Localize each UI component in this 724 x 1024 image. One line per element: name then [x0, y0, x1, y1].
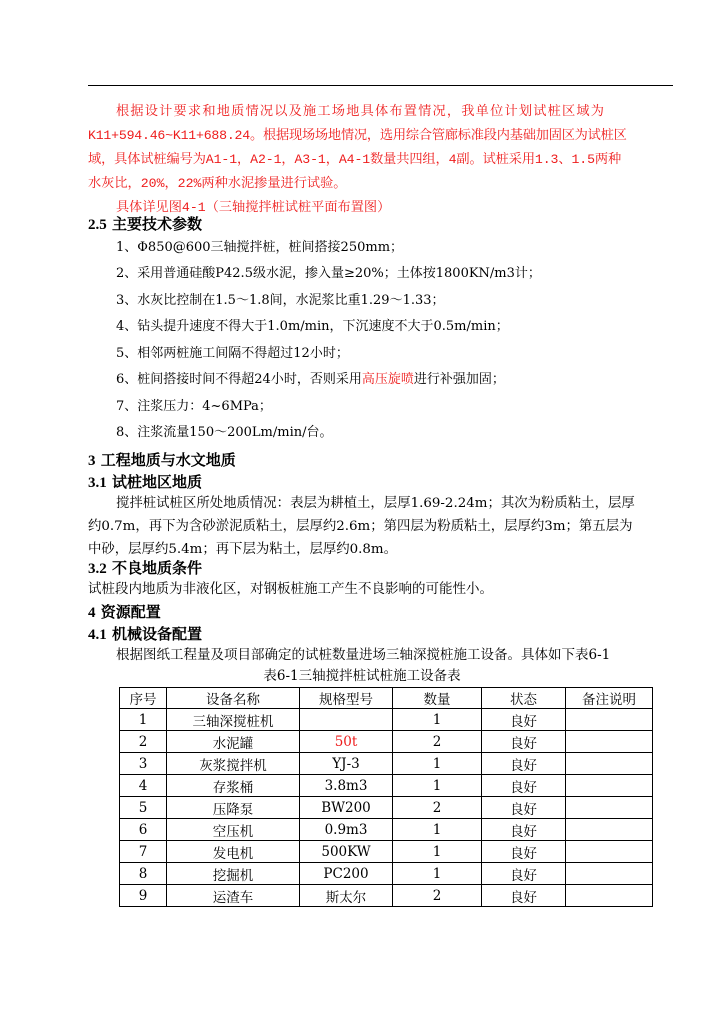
- geology-line-1: 搅拌桩试桩区所处地质情况：表层为耕植土，层厚1.69-2.24m；其次为粉质粘土，层厚: [116, 496, 635, 511]
- table-row: [120, 863, 653, 885]
- param-item-6-text: 6、桩间搭接时间不得超24小时，否则采用: [116, 372, 362, 387]
- table-row: [120, 731, 653, 753]
- table-row: [120, 819, 653, 841]
- cell-remarks: [566, 731, 653, 753]
- cell-index: 2: [120, 731, 167, 753]
- header-rule: [88, 85, 673, 86]
- section-3-title: 工程地质与水文地质: [100, 451, 236, 469]
- table-row: [120, 775, 653, 797]
- section-2-5-number: 2.5: [88, 217, 107, 233]
- param-item-8: 8、注浆流量150～200Lm/min/台。: [116, 425, 333, 440]
- cell-quantity: 2: [393, 797, 482, 819]
- table-caption: 表6-1三轴搅拌桩试桩施工设备表: [263, 668, 461, 684]
- cell-index: 6: [120, 819, 167, 841]
- table-header-row: [120, 688, 653, 709]
- section-3-2-heading: [88, 557, 202, 580]
- cell-remarks: [566, 709, 653, 731]
- cell-status: 良好: [482, 819, 566, 841]
- cell-remarks: [566, 775, 653, 797]
- bad-geology-text: 试桩段内地质为非液化区，对钢板桩施工产生不良影响的可能性小。: [88, 581, 493, 597]
- intro-line-1: 根据设计要求和地质情况以及施工场地具体布置情况，我单位计划试桩区域为: [116, 104, 606, 119]
- cell-name: 水泥罐: [167, 731, 300, 753]
- table-row: [120, 885, 653, 907]
- cell-model: PC200: [300, 863, 393, 885]
- cell-index: 1: [120, 709, 167, 731]
- cell-name: 三轴深搅桩机: [167, 709, 300, 731]
- cell-status: 良好: [482, 731, 566, 753]
- cell-model: 3.8m3: [300, 775, 393, 797]
- cell-model: [300, 709, 393, 731]
- cell-status: 良好: [482, 885, 566, 907]
- param-item-5: 5、相邻两桩施工间隔不得超过12小时；: [116, 346, 349, 361]
- cell-index: 5: [120, 797, 167, 819]
- section-3-1-title: 试桩地区地质: [111, 473, 202, 491]
- table-row: [120, 841, 653, 863]
- cell-remarks: [566, 819, 653, 841]
- table-row: [120, 753, 653, 775]
- header-cell-name: 设备名称: [167, 688, 300, 709]
- header-cell-remarks: 备注说明: [566, 688, 653, 709]
- section-2-5-title: 主要技术参数: [111, 215, 202, 233]
- section-4-1-title: 机械设备配置: [111, 625, 202, 643]
- cell-model: YJ-3: [300, 753, 393, 775]
- cell-index: 9: [120, 885, 167, 907]
- cell-name: 运渣车: [167, 885, 300, 907]
- header-cell-model: 规格型号: [300, 688, 393, 709]
- cell-quantity: 2: [393, 731, 482, 753]
- cell-quantity: 2: [393, 885, 482, 907]
- intro-line-3: 域，具体试桩编号为A1-1，A2-1，A3-1，A4-1数量共四组，4副。试桩采用1.3、1.5两种: [88, 152, 622, 167]
- equipment-table: [119, 687, 653, 907]
- cell-remarks: [566, 885, 653, 907]
- cell-quantity: 1: [393, 841, 482, 863]
- table-row: [120, 797, 653, 819]
- section-3-2-title: 不良地质条件: [111, 559, 202, 577]
- param-item-7: 7、注浆压力：4~6MPa；: [116, 399, 272, 414]
- cell-quantity: 1: [393, 709, 482, 731]
- cell-name: 存浆桶: [167, 775, 300, 797]
- cell-model: 500KW: [300, 841, 393, 863]
- table-row: [120, 709, 653, 731]
- geology-paragraph: [88, 492, 674, 561]
- intro-line-2: K11+594.46~K11+688.24。根据现场场地情况，选用综合管廊标准段内基础加固区为试桩区: [88, 128, 627, 143]
- cell-status: 良好: [482, 775, 566, 797]
- section-3-1-heading: [88, 471, 202, 494]
- cell-index: 7: [120, 841, 167, 863]
- param-item-6: [116, 370, 505, 390]
- cell-name: 空压机: [167, 819, 300, 841]
- section-3-2-number: 3.2: [88, 561, 107, 577]
- cell-quantity: 1: [393, 819, 482, 841]
- header-cell-status: 状态: [482, 688, 566, 709]
- section-4-1-number: 4.1: [88, 627, 107, 643]
- cell-remarks: [566, 841, 653, 863]
- param-item-1: 1、Φ850@600三轴搅拌桩，桩间搭接250mm；: [116, 240, 404, 255]
- cell-model: BW200: [300, 797, 393, 819]
- cell-remarks: [566, 863, 653, 885]
- param-item-3: 3、水灰比控制在1.5～1.8间，水泥浆比重1.29～1.33；: [116, 293, 445, 308]
- header-cell-quantity: 数量: [393, 688, 482, 709]
- section-4-heading: [88, 601, 161, 624]
- param-item-4: 4、钻头提升速度不得大于1.0m/min，下沉速度不大于0.5m/min；: [116, 319, 509, 334]
- cell-model: 斯太尔: [300, 885, 393, 907]
- param-item-6-tail: 进行补强加固；: [413, 372, 505, 387]
- cell-status: 良好: [482, 797, 566, 819]
- intro-line-4: 水灰比，20%，22%两种水泥掺量进行试验。: [88, 176, 347, 191]
- cell-status: 良好: [482, 753, 566, 775]
- section-3-1-number: 3.1: [88, 475, 107, 491]
- cell-remarks: [566, 797, 653, 819]
- intro-paragraph: [88, 100, 674, 220]
- header-cell-index: 序号: [120, 688, 167, 709]
- cell-status: 良好: [482, 841, 566, 863]
- cell-name: 挖掘机: [167, 863, 300, 885]
- cell-remarks: [566, 753, 653, 775]
- cell-index: 4: [120, 775, 167, 797]
- section-4-1-heading: [88, 623, 202, 646]
- cell-name: 压降泵: [167, 797, 300, 819]
- cell-name: 灰浆搅拌机: [167, 753, 300, 775]
- param-item-6-highlight: 高压旋喷: [361, 372, 414, 387]
- section-2-5-heading: [88, 213, 202, 236]
- section-3-number: 3: [88, 453, 96, 469]
- cell-quantity: 1: [393, 753, 482, 775]
- section-4-title: 资源配置: [100, 603, 161, 621]
- cell-quantity: 1: [393, 775, 482, 797]
- cell-status: 良好: [482, 863, 566, 885]
- cell-index: 8: [120, 863, 167, 885]
- cell-model: 50t: [300, 731, 393, 753]
- section-3-heading: [88, 449, 236, 472]
- param-item-2: 2、采用普通硅酸P42.5级水泥，掺入量≥20%；土体按1800KN/m3计；: [116, 266, 541, 281]
- cell-status: 良好: [482, 709, 566, 731]
- geology-line-2: 约0.7m，再下为含砂淤泥质粘土，层厚约2.6m；第四层为粉质粘土，层厚约3m；第五层为: [88, 519, 633, 534]
- intro-line-5: 具体详见图4-1（三轴搅拌桩试桩平面布置图）: [116, 200, 391, 215]
- cell-index: 3: [120, 753, 167, 775]
- equipment-intro-text: 根据图纸工程量及项目部确定的试桩数量进场三轴深搅桩施工设备。具体如下表6-1: [116, 647, 611, 663]
- section-4-number: 4: [88, 605, 96, 621]
- cell-name: 发电机: [167, 841, 300, 863]
- geology-line-3: 中砂，层厚约5.4m；再下层为粘土，层厚约0.8m。: [88, 542, 398, 557]
- cell-model: 0.9m3: [300, 819, 393, 841]
- cell-quantity: 1: [393, 863, 482, 885]
